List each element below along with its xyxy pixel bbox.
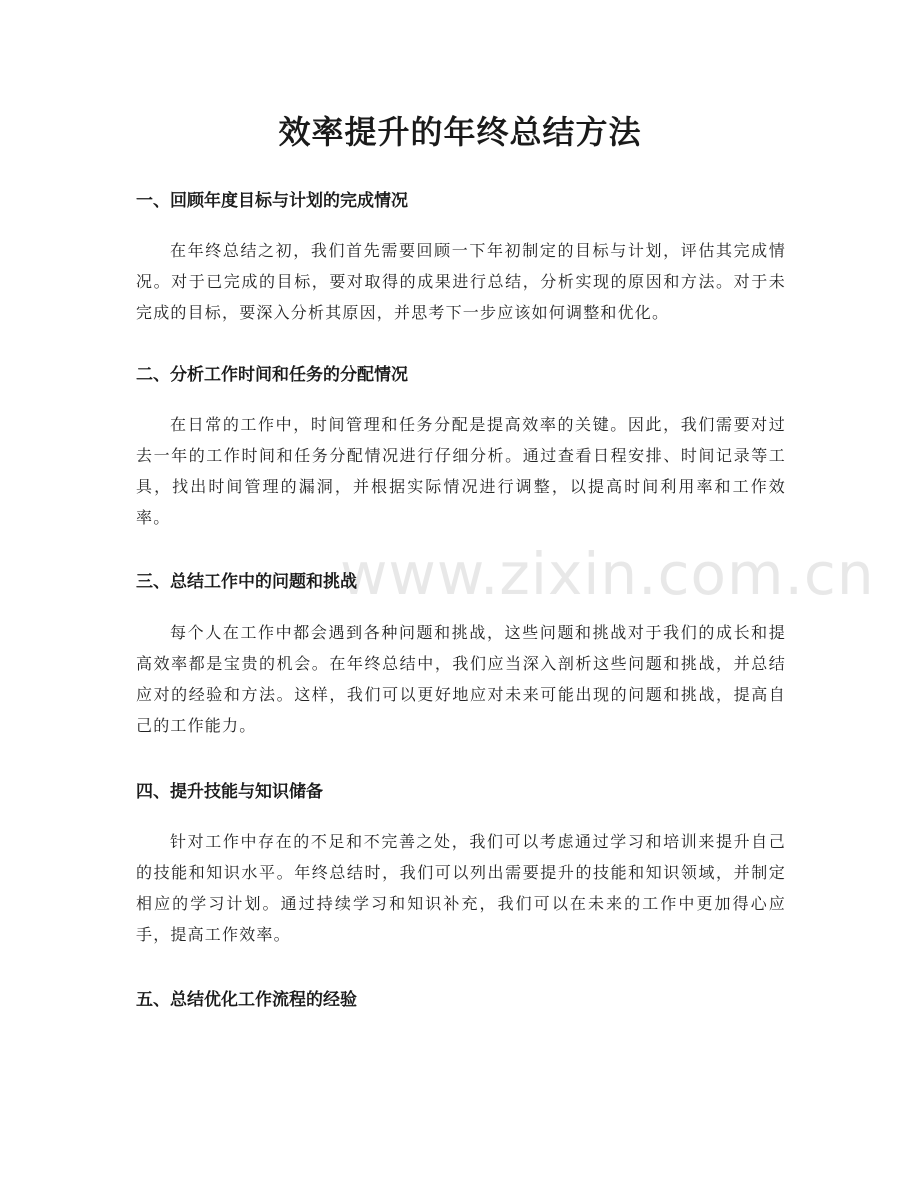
section-heading-1: 一、回顾年度目标与计划的完成情况 <box>136 191 408 211</box>
section-heading-5: 五、总结优化工作流程的经验 <box>136 990 357 1010</box>
section-body-2: 在日常的工作中，时间管理和任务分配是提高效率的关键。因此，我们需要对过去一年的工作时间和任务分配情况进行仔细分析。通过查看日程安排、时间记录等工具，找出时间管理的漏洞，并根据实际情况进行调整，以提高时间利用率和工作效率。 <box>136 415 786 527</box>
section-body-3: 每个人在工作中都会遇到各种问题和挑战，这些问题和挑战对于我们的成长和提高效率都是宝贵的机会。在年终总结中，我们应当深入剖析这些问题和挑战，并总结应对的经验和方法。这样，我们可以更好地应对未来可能出现的问题和挑战，提高自己的工作能力。 <box>136 623 786 735</box>
section-body-4: 针对工作中存在的不足和不完善之处，我们可以考虑通过学习和培训来提升自己的技能和知识水平。年终总结时，我们可以列出需要提升的技能和知识领域，并制定相应的学习计划。通过持续学习和知识补充，我们可以在未来的工作中更加得心应手，提高工作效率。 <box>136 832 786 944</box>
document-title: 效率提升的年终总结方法 <box>278 113 642 151</box>
section-heading-2: 二、分析工作时间和任务的分配情况 <box>136 365 408 385</box>
section-heading-3: 三、总结工作中的问题和挑战 <box>136 572 357 592</box>
watermark-text: www.zixin.com.cn <box>340 540 875 608</box>
section-body-1: 在年终总结之初，我们首先需要回顾一下年初制定的目标与计划，评估其完成情况。对于已完成的目标，要对取得的成果进行总结，分析实现的原因和方法。对于未完成的目标，要深入分析其原因，并思考下一步应该如何调整和优化。 <box>136 241 786 322</box>
section-heading-4: 四、提升技能与知识储备 <box>136 782 323 802</box>
